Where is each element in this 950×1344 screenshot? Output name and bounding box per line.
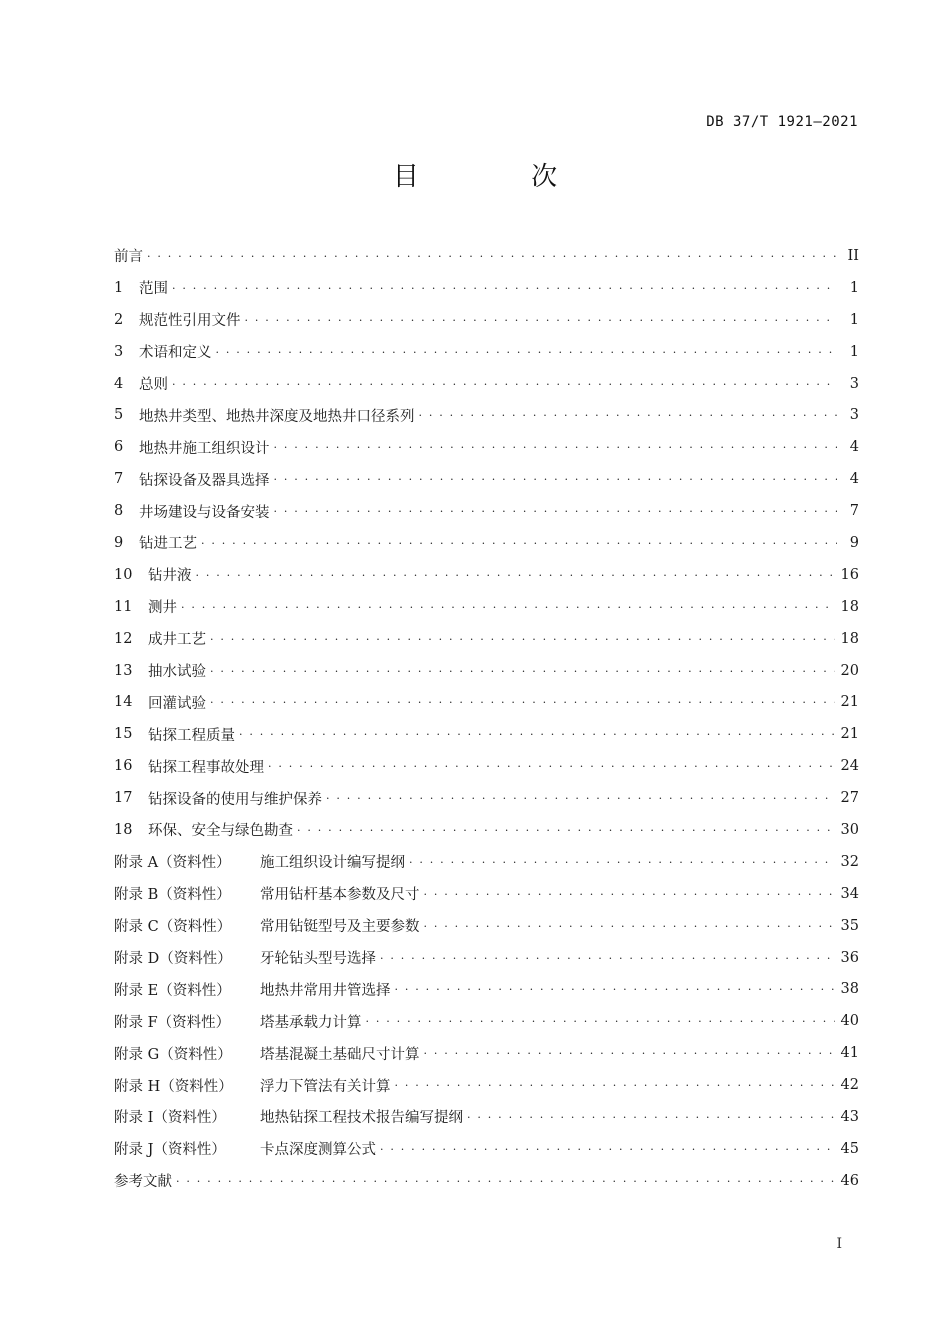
toc-entry-12[interactable] <box>114 623 859 655</box>
toc-entry-label: 钻井液 <box>148 568 192 585</box>
toc-entry-references[interactable] <box>114 1165 859 1197</box>
toc-entry-page: 30 <box>840 821 859 838</box>
toc-leader-dots <box>380 949 835 967</box>
toc-entry-number: 11 <box>114 598 133 615</box>
toc-entry-label: 常用钻铤型号及主要参数 <box>260 919 420 936</box>
toc-entry-page: 7 <box>849 503 859 520</box>
toc-leader-dots <box>424 917 835 935</box>
toc-entry-label: 钻探工程事故处理 <box>148 759 264 776</box>
toc-entry-label: 范围 <box>139 281 168 298</box>
toc-leader-dots <box>245 311 838 329</box>
toc-entry-page: 4 <box>849 471 859 488</box>
toc-leader-dots <box>268 757 835 775</box>
toc-entry-page: 35 <box>840 917 859 934</box>
toc-entry-number: 9 <box>114 534 124 551</box>
toc-entry-label: 钻探设备的使用与维护保养 <box>148 791 322 808</box>
toc-leader-dots <box>409 853 835 871</box>
toc-leader-dots <box>176 1172 835 1190</box>
toc-leader-dots <box>216 343 838 361</box>
toc-entry-9[interactable] <box>114 527 859 559</box>
toc-entry-number: 5 <box>114 407 124 424</box>
standard-code: DB 37/T 1921—2021 <box>706 114 858 130</box>
toc-leader-dots <box>201 534 837 552</box>
page-number: I <box>836 1236 842 1252</box>
toc-entry-page: 34 <box>840 885 859 902</box>
toc-leader-dots <box>210 662 835 680</box>
toc-entry-label: 钻探工程质量 <box>148 727 235 744</box>
toc-entry-label: 钻探设备及器具选择 <box>139 472 270 489</box>
toc-entry-label: 前言 <box>114 249 143 266</box>
toc-entry-appendix-b[interactable] <box>114 878 859 910</box>
toc-entry-number: 13 <box>114 662 133 679</box>
toc-entry-number: 14 <box>114 694 133 711</box>
toc-leader-dots <box>297 821 835 839</box>
toc-entry-label: 浮力下管法有关计算 <box>260 1078 391 1095</box>
toc-entry-page: 42 <box>840 1077 859 1094</box>
toc-leader-dots <box>366 1012 835 1030</box>
toc-entry-label: 塔基承载力计算 <box>260 1014 362 1031</box>
toc-leader-dots <box>326 789 835 807</box>
toc-leader-dots <box>196 566 835 584</box>
toc-entry-4[interactable] <box>114 368 859 400</box>
toc-entry-page: 40 <box>840 1013 859 1030</box>
toc-leader-dots <box>395 1076 835 1094</box>
toc-entry-foreword[interactable] <box>114 240 859 272</box>
toc-leader-dots <box>181 598 835 616</box>
toc-entry-13[interactable] <box>114 655 859 687</box>
toc-entry-page: 16 <box>840 566 859 583</box>
toc-entry-page: 1 <box>849 279 859 296</box>
toc-entry-label: 地热井类型、地热井深度及地热井口径系列 <box>139 408 415 425</box>
toc-entry-label: 常用钻杆基本参数及尺寸 <box>260 887 420 904</box>
toc-entry-number: 4 <box>114 375 124 392</box>
toc-entry-appendix-d[interactable] <box>114 942 859 974</box>
toc-appendix-number: 附录 F（资料性） <box>114 1014 231 1031</box>
toc-entry-appendix-i[interactable] <box>114 1101 859 1133</box>
toc-leader-dots <box>467 1108 835 1126</box>
toc-entry-number: 12 <box>114 630 133 647</box>
toc-entry-14[interactable] <box>114 686 859 718</box>
toc-entry-label: 参考文献 <box>114 1174 172 1191</box>
toc-entry-page: 1 <box>849 311 859 328</box>
page-title: 目 次 <box>392 162 610 192</box>
toc-entry-appendix-h[interactable] <box>114 1069 859 1101</box>
table-of-contents <box>114 240 859 1197</box>
toc-entry-16[interactable] <box>114 750 859 782</box>
toc-entry-page: 36 <box>840 949 859 966</box>
toc-entry-number: 6 <box>114 439 124 456</box>
toc-entry-page: 20 <box>840 662 859 679</box>
toc-entry-page: 38 <box>840 981 859 998</box>
toc-entry-15[interactable] <box>114 718 859 750</box>
toc-entry-page: 9 <box>849 534 859 551</box>
toc-entry-label: 钻进工艺 <box>139 536 197 553</box>
toc-leader-dots <box>424 1044 835 1062</box>
toc-entry-number: 3 <box>114 343 124 360</box>
toc-entry-label: 塔基混凝土基础尺寸计算 <box>260 1046 420 1063</box>
toc-entry-number: 2 <box>114 311 124 328</box>
toc-entry-label: 规范性引用文件 <box>139 313 241 330</box>
toc-entry-appendix-f[interactable] <box>114 1005 859 1037</box>
toc-entry-label: 环保、安全与绿色勘查 <box>148 823 293 840</box>
toc-entry-number: 7 <box>114 471 124 488</box>
toc-entry-5[interactable] <box>114 399 859 431</box>
toc-entry-1[interactable] <box>114 272 859 304</box>
toc-entry-17[interactable] <box>114 782 859 814</box>
toc-leader-dots <box>274 470 838 488</box>
toc-entry-label: 抽水试验 <box>148 664 206 681</box>
toc-entry-page: 27 <box>840 790 859 807</box>
toc-entry-label: 测井 <box>148 600 177 617</box>
toc-entry-appendix-g[interactable] <box>114 1037 859 1069</box>
toc-entry-page: 3 <box>849 375 859 392</box>
toc-leader-dots <box>239 725 835 743</box>
toc-leader-dots <box>210 630 835 648</box>
toc-entry-appendix-j[interactable] <box>114 1133 859 1165</box>
toc-entry-page: 18 <box>840 630 859 647</box>
toc-entry-number: 10 <box>114 566 133 583</box>
toc-appendix-number: 附录 C（资料性） <box>114 919 232 936</box>
toc-entry-label: 回灌试验 <box>148 695 206 712</box>
toc-entry-label: 地热钻探工程技术报告编写提纲 <box>260 1110 463 1127</box>
toc-entry-number: 18 <box>114 821 133 838</box>
toc-entry-11[interactable] <box>114 591 859 623</box>
toc-entry-page: 4 <box>849 439 859 456</box>
toc-entry-6[interactable] <box>114 431 859 463</box>
toc-entry-label: 井场建设与设备安装 <box>139 504 270 521</box>
toc-entry-appendix-c[interactable] <box>114 910 859 942</box>
toc-entry-label: 牙轮钻头型号选择 <box>260 951 376 968</box>
toc-appendix-number: 附录 J（资料性） <box>114 1142 226 1159</box>
toc-entry-page: 24 <box>840 758 859 775</box>
toc-leader-dots <box>147 247 837 265</box>
toc-leader-dots <box>395 980 835 998</box>
toc-entry-appendix-a[interactable] <box>114 846 859 878</box>
toc-entry-page: 21 <box>840 694 859 711</box>
toc-entry-page: 43 <box>840 1108 859 1125</box>
toc-leader-dots <box>172 279 837 297</box>
toc-entry-label: 地热井施工组织设计 <box>139 440 270 457</box>
toc-entry-label: 施工组织设计编写提纲 <box>260 855 405 872</box>
toc-entry-18[interactable] <box>114 814 859 846</box>
toc-entry-page: 45 <box>840 1140 859 1157</box>
toc-entry-number: 16 <box>114 758 133 775</box>
toc-appendix-number: 附录 G（资料性） <box>114 1046 232 1063</box>
toc-entry-page: 46 <box>840 1172 859 1189</box>
toc-leader-dots <box>380 1140 835 1158</box>
toc-entry-2[interactable] <box>114 304 859 336</box>
toc-entry-page: 3 <box>849 407 859 424</box>
toc-leader-dots <box>172 375 837 393</box>
toc-leader-dots <box>210 693 835 711</box>
toc-leader-dots <box>274 502 838 520</box>
toc-leader-dots <box>274 438 838 456</box>
toc-entry-number: 15 <box>114 726 133 743</box>
toc-appendix-number: 附录 E（资料性） <box>114 982 231 999</box>
toc-entry-label: 总则 <box>139 377 168 393</box>
toc-entry-7[interactable] <box>114 463 859 495</box>
toc-entry-3[interactable] <box>114 336 859 368</box>
toc-appendix-number: 附录 D（资料性） <box>114 951 232 968</box>
toc-entry-page: 41 <box>840 1045 859 1062</box>
toc-leader-dots <box>424 885 835 903</box>
toc-appendix-number: 附录 B（资料性） <box>114 887 231 904</box>
toc-entry-label: 卡点深度测算公式 <box>260 1142 376 1159</box>
toc-entry-number: 1 <box>114 279 124 296</box>
toc-entry-page: 32 <box>840 853 859 870</box>
toc-appendix-number: 附录 A（资料性） <box>114 855 231 872</box>
toc-entry-8[interactable] <box>114 495 859 527</box>
toc-entry-page: 21 <box>840 726 859 743</box>
toc-entry-page: 18 <box>840 598 859 615</box>
toc-entry-number: 8 <box>114 503 124 520</box>
toc-appendix-number: 附录 I（资料性） <box>114 1110 226 1127</box>
toc-entry-number: 17 <box>114 790 133 807</box>
toc-entry-page: II <box>847 247 859 264</box>
toc-entry-page: 1 <box>849 343 859 360</box>
toc-entry-appendix-e[interactable] <box>114 973 859 1005</box>
toc-leader-dots <box>419 406 838 424</box>
toc-entry-10[interactable] <box>114 559 859 591</box>
toc-appendix-number: 附录 H（资料性） <box>114 1078 233 1095</box>
toc-entry-label: 术语和定义 <box>139 345 212 362</box>
toc-entry-label: 地热井常用井管选择 <box>260 982 391 999</box>
toc-entry-label: 成井工艺 <box>148 632 206 649</box>
